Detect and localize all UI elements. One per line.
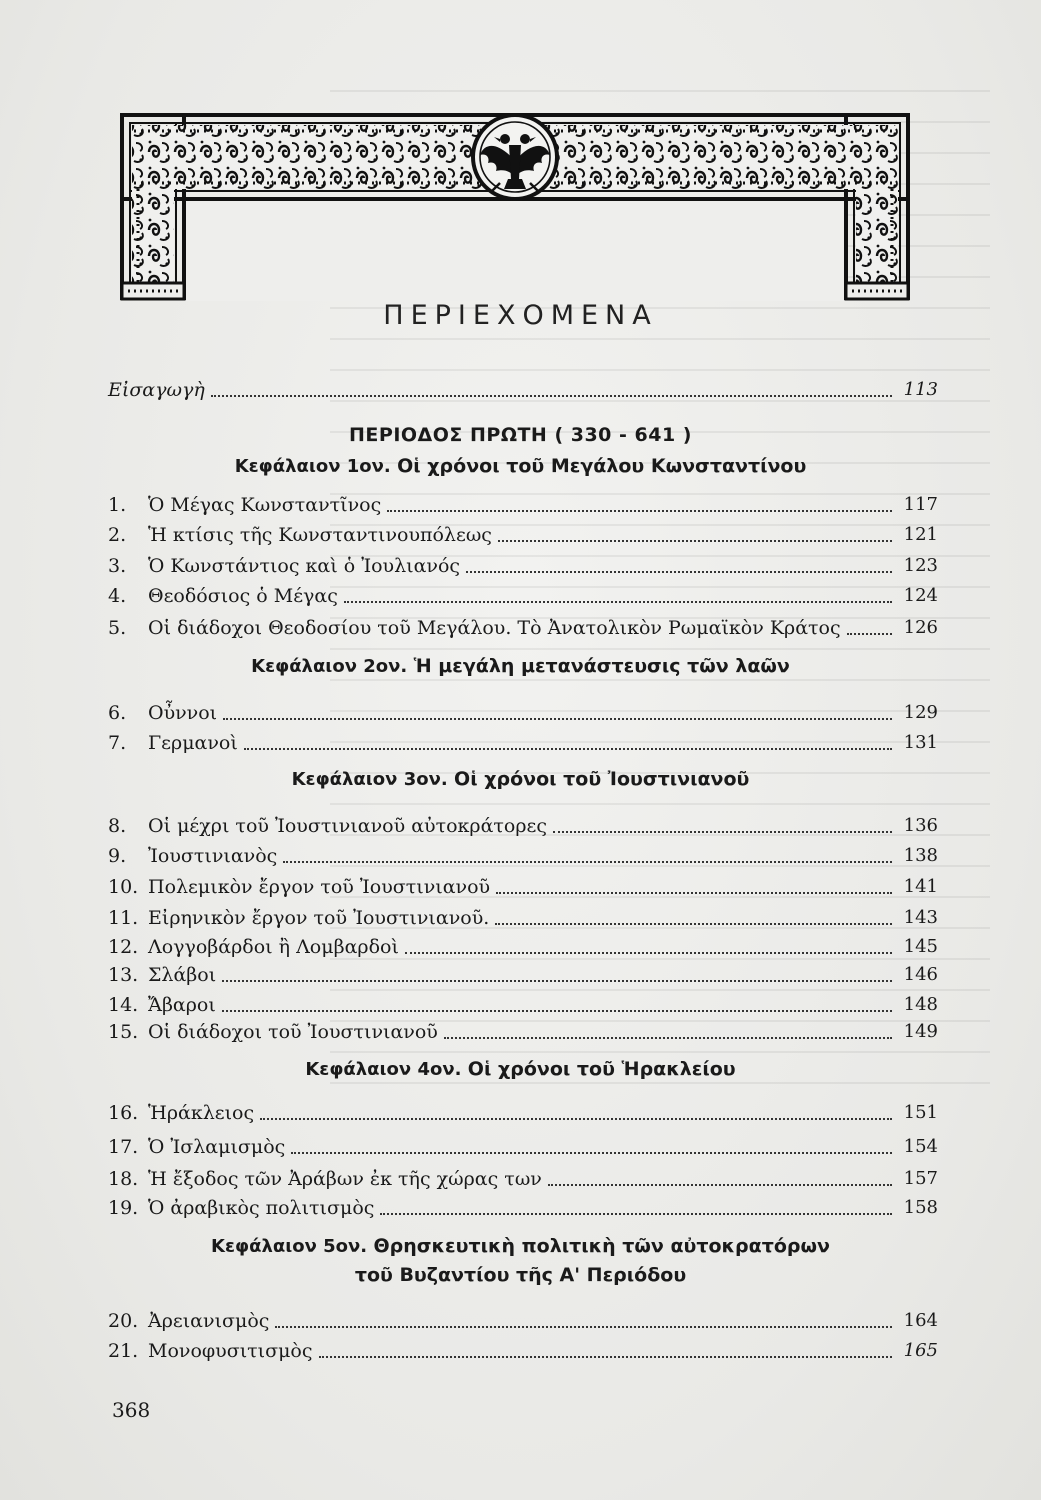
- dot-leader: [466, 571, 892, 573]
- dot-leader: [548, 1184, 892, 1186]
- entry-number: 20.: [108, 1310, 139, 1332]
- entry-number: 12.: [108, 936, 139, 958]
- dot-leader: [387, 510, 892, 512]
- chapter-number: Κεφάλαιον 5ον.: [211, 1236, 368, 1257]
- part-title: ΠΕΡΙΟΔΟΣ ΠΡΩΤΗ ( 330 - 641 ): [349, 424, 692, 446]
- entry-page: 141: [903, 876, 938, 897]
- entry-page: 148: [903, 994, 938, 1015]
- chapter-name: Ἡ μεγάλη μετανάστευσις τῶν λαῶν: [413, 655, 790, 677]
- entry-title: Ἄβαροι: [148, 994, 216, 1016]
- toc-entry[interactable]: [108, 929, 938, 959]
- entry-label: [108, 1339, 313, 1363]
- entry-page: 146: [903, 964, 938, 985]
- toc-entry[interactable]: [108, 1129, 938, 1159]
- dot-leader: [291, 1152, 892, 1154]
- entry-number: 21.: [108, 1340, 139, 1362]
- entry-page: 158: [903, 1197, 938, 1218]
- entry-number: 11.: [108, 907, 139, 929]
- decorative-headpiece: [120, 113, 910, 303]
- entry-page: 154: [903, 1136, 938, 1157]
- toc-entry[interactable]: [108, 957, 938, 987]
- entry-label: [108, 701, 217, 725]
- chapter-name: Οἱ χρόνοι τοῦ Ἰουστινιανοῦ: [454, 768, 750, 790]
- dot-leader: [405, 952, 892, 954]
- toc-entry[interactable]: [108, 987, 938, 1017]
- entry-label: [108, 1167, 542, 1191]
- dot-leader: [222, 980, 892, 982]
- entry-page: 124: [903, 585, 938, 606]
- entry-page: 121: [903, 524, 938, 545]
- toc-entry[interactable]: [108, 869, 938, 899]
- entry-title: Εἰρηνικὸν ἔργον τοῦ Ἰουστινιανοῦ.: [148, 907, 490, 929]
- toc-entry[interactable]: [108, 1190, 938, 1220]
- entry-label: [108, 731, 238, 755]
- toc-entry[interactable]: [108, 1014, 938, 1044]
- entry-number: 7.: [108, 732, 127, 754]
- toc-entry[interactable]: [108, 548, 938, 578]
- entry-number: 17.: [108, 1136, 139, 1158]
- byzantine-double-headed-eagle-icon: [473, 115, 557, 199]
- entry-page: 157: [903, 1168, 938, 1189]
- dot-leader: [496, 892, 892, 894]
- chapter-title-4: [0, 1056, 1041, 1080]
- entry-label: [108, 1309, 269, 1333]
- dot-leader: [275, 1326, 892, 1328]
- toc-entry[interactable]: [108, 695, 938, 725]
- entry-page: 164: [903, 1310, 938, 1331]
- entry-number: 2.: [108, 524, 127, 546]
- toc-entry[interactable]: [108, 517, 938, 547]
- entry-page: 136: [903, 815, 938, 836]
- entry-number: 18.: [108, 1168, 139, 1190]
- entry-label: [108, 1101, 254, 1125]
- entry-number: 6.: [108, 702, 127, 724]
- entry-number: 15.: [108, 1021, 139, 1043]
- entry-number: 1.: [108, 494, 127, 516]
- entry-page: 151: [903, 1102, 938, 1123]
- contents-heading: ΠΕΡΙΕΧΟΜΕΝΑ: [383, 300, 658, 331]
- entry-page: 149: [903, 1021, 938, 1042]
- entry-page: 131: [903, 732, 938, 753]
- chapter-title-2: [0, 653, 1041, 677]
- entry-label: [108, 906, 489, 930]
- chapter-title-3: [0, 766, 1041, 790]
- dot-leader: [211, 395, 892, 397]
- entry-title: Θεοδόσιος ὁ Μέγας: [148, 585, 338, 607]
- entry-label: [108, 814, 547, 838]
- toc-entry[interactable]: [108, 487, 938, 517]
- toc-entry[interactable]: [108, 578, 938, 608]
- entry-label: [108, 935, 399, 959]
- toc-entry-introduction[interactable]: [108, 372, 938, 402]
- entry-label: [108, 523, 492, 547]
- entry-number: 5.: [108, 617, 127, 639]
- entry-number: 3.: [108, 555, 127, 577]
- entry-number: 13.: [108, 964, 139, 986]
- entry-title: Λογγοβάρδοι ἢ Λομβαρδοὶ: [148, 936, 399, 958]
- dot-leader: [223, 718, 892, 720]
- entry-label: [108, 1020, 438, 1044]
- entry-label: [108, 844, 277, 868]
- dot-leader: [444, 1037, 892, 1039]
- chapter-name-line-2: τοῦ Βυζαντίου τῆς Α' Περιόδου: [354, 1264, 687, 1286]
- chapter-title-5-continued: [0, 1262, 1041, 1286]
- entry-page: 138: [903, 845, 938, 866]
- entry-label: [108, 616, 841, 640]
- entry-label: [108, 493, 381, 517]
- entry-page: 126: [903, 617, 938, 638]
- dot-leader: [847, 633, 892, 635]
- entry-title: Σλάβοι: [148, 964, 217, 986]
- entry-number: 4.: [108, 585, 127, 607]
- entry-label: [108, 1196, 374, 1220]
- entry-title: Ἀρειανισμὸς: [148, 1310, 270, 1332]
- entry-page: 129: [903, 702, 938, 723]
- entry-title: Ἰουστινιανὸς: [148, 845, 278, 867]
- toc-entry[interactable]: [108, 838, 938, 868]
- entry-title: Οἱ διάδοχοι Θεοδοσίου τοῦ Μεγάλου. Τὸ Ἀνατολικὸν Ρωμαϊκὸν Κράτος: [148, 617, 841, 639]
- entry-page: 113: [903, 379, 938, 400]
- dot-leader: [344, 601, 892, 603]
- entry-page: 123: [903, 555, 938, 576]
- entry-title: Μονοφυσιτισμὸς: [148, 1340, 313, 1362]
- chapter-number: Κεφάλαιον 3ον.: [291, 769, 448, 790]
- entry-title: Ἡ ἔξοδος τῶν Ἀράβων ἐκ τῆς χώρας των: [148, 1168, 542, 1190]
- toc-entry[interactable]: [108, 1095, 938, 1125]
- dot-leader: [495, 923, 892, 925]
- dot-leader: [283, 861, 892, 863]
- entry-title: Οὖννοι: [148, 702, 218, 724]
- entry-page: 143: [903, 907, 938, 928]
- entry-number: 19.: [108, 1197, 139, 1219]
- entry-title: Ὁ ἀραβικὸς πολιτισμὸς: [148, 1197, 375, 1219]
- chapter-number: Κεφάλαιον 4ον.: [305, 1059, 462, 1080]
- toc-entry[interactable]: [108, 1303, 938, 1333]
- entry-label: [108, 584, 338, 608]
- entry-number: 9.: [108, 845, 127, 867]
- entry-number: 8.: [108, 815, 127, 837]
- entry-label: [108, 963, 216, 987]
- dot-leader: [553, 831, 892, 833]
- entry-number: 10.: [108, 876, 139, 898]
- entry-number: 16.: [108, 1102, 139, 1124]
- entry-page: 145: [903, 936, 938, 957]
- toc-entry[interactable]: [108, 808, 938, 838]
- entry-title: Ὁ Ἰσλαμισμὸς: [148, 1136, 286, 1158]
- entry-label: Εἰσαγωγὴ: [108, 379, 205, 401]
- entry-title: Ἡ κτίσις τῆς Κωνσταντινουπόλεως: [148, 524, 492, 546]
- entry-number: 14.: [108, 994, 139, 1016]
- dot-leader: [498, 540, 892, 542]
- entry-label: [108, 875, 490, 899]
- chapter-title-1: [0, 453, 1041, 477]
- chapter-number: Κεφάλαιον 2ον.: [251, 656, 408, 677]
- chapter-title-5: [0, 1233, 1041, 1257]
- page-number: 368: [112, 1398, 151, 1422]
- entry-label: [108, 554, 460, 578]
- entry-label: [108, 1135, 285, 1159]
- dot-leader: [380, 1213, 892, 1215]
- entry-page: 165: [903, 1340, 938, 1361]
- toc-entry[interactable]: [108, 725, 938, 755]
- entry-title: Γερμανοὶ: [148, 732, 238, 754]
- entry-title: Πολεμικὸν ἔργον τοῦ Ἰουστινιανοῦ: [148, 876, 491, 898]
- chapter-name: Οἱ χρόνοι τοῦ Μεγάλου Κωνσταντίνου: [397, 455, 807, 477]
- toc-entry[interactable]: [108, 1333, 938, 1363]
- toc-entry[interactable]: [108, 1161, 938, 1191]
- entry-title: Ὁ Κωνστάντιος καὶ ὁ Ἰουλιανός: [148, 555, 461, 577]
- entry-page: 117: [903, 494, 938, 515]
- entry-title: Οἱ διάδοχοι τοῦ Ἰουστινιανοῦ: [148, 1021, 438, 1043]
- dot-leader: [319, 1356, 892, 1358]
- chapter-number: Κεφάλαιον 1ον.: [234, 456, 391, 477]
- toc-entry[interactable]: [108, 610, 938, 640]
- chapter-name: Θρησκευτικὴ πολιτικὴ τῶν αὐτοκρατόρων: [373, 1235, 830, 1257]
- entry-title: Ἡράκλειος: [148, 1102, 255, 1124]
- chapter-name: Οἱ χρόνοι τοῦ Ἡρακλείου: [467, 1058, 736, 1080]
- entry-title: Οἱ μέχρι τοῦ Ἰουστινιανοῦ αὐτοκράτορες: [148, 815, 548, 837]
- entry-title: Ὁ Μέγας Κωνσταντῖνος: [148, 494, 382, 516]
- dot-leader: [260, 1118, 892, 1120]
- dot-leader: [244, 748, 892, 750]
- dot-leader: [222, 1010, 892, 1012]
- toc-entry[interactable]: [108, 900, 938, 930]
